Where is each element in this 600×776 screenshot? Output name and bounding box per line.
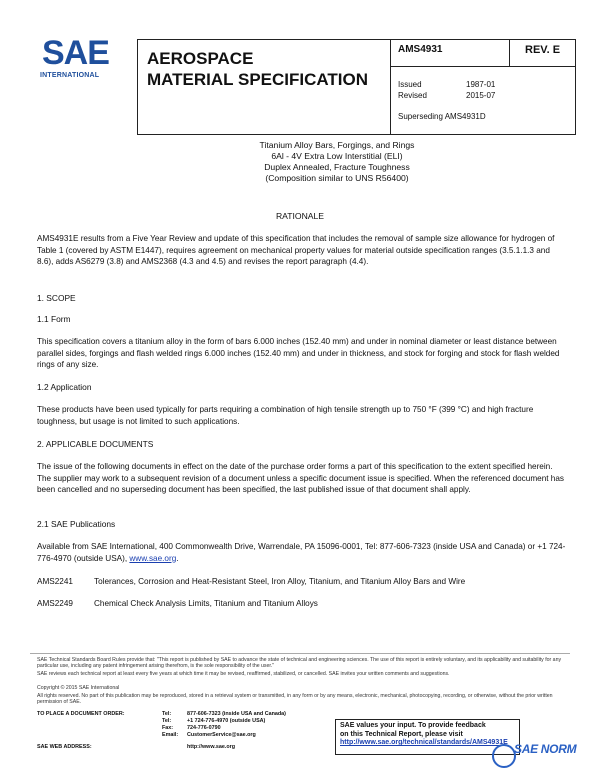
- title-line: 6Al - 4V Extra Low Interstitial (ELI): [271, 151, 403, 161]
- revised-date: 2015-07: [466, 91, 496, 100]
- globe-icon: [492, 744, 516, 768]
- tel-value: 877-606-7323 (inside USA and Canada): [187, 711, 286, 717]
- footer-divider: [30, 653, 570, 654]
- ams-number: AMS4931: [398, 44, 443, 55]
- sae-website-link[interactable]: www.sae.org: [129, 553, 177, 563]
- supersedes-note: Superseding AMS4931D: [398, 112, 486, 121]
- section-scope-heading: 1. SCOPE: [37, 293, 76, 303]
- sae-logo: [38, 36, 118, 86]
- footer-copyright: Copyright © 2015 SAE International: [37, 685, 120, 691]
- rationale-text: AMS4931E results from a Five Year Review and update of this specification that includes the removal of sample size allowance for hydrogen of Table 1 (covered by ASTM E1447), requires agreement on mechanical property values for material outside specification ranges (3.5.1.1.3 and 8.6), adds AS6279 (3.8) and AMS2368 (4.3 and 4.5) and revises the report paragraph (4.4).: [37, 234, 555, 266]
- logo-text: SAE: [42, 34, 109, 72]
- section-application-heading: 1.2 Application: [37, 382, 92, 392]
- section-applicable-docs-heading: 2. APPLICABLE DOCUMENTS: [37, 439, 154, 449]
- reference-code: AMS2249: [37, 599, 73, 608]
- document-title: [137, 140, 537, 184]
- section-form-heading: 1.1 Form: [37, 314, 71, 324]
- publications-end: .: [176, 553, 179, 563]
- doc-type-line: AEROSPACE: [147, 49, 254, 68]
- footer-rules-text: SAE Technical Standards Board Rules provide that: "This report is published by SAE to advance the state of technical and engineering sciences. The use of this report is entirely voluntary, and its applicability and suitability for any particular use, including any patent infringement arising therefrom, is the sole responsibility of the user.": [37, 657, 562, 670]
- fax-value: 724-776-0790: [187, 725, 221, 731]
- title-line: Duplex Annealed, Fracture Toughness: [264, 162, 410, 172]
- reference-code: AMS2241: [37, 577, 73, 586]
- revision: REV. E: [525, 44, 561, 56]
- logo-subtext: INTERNATIONAL: [40, 72, 100, 79]
- watermark-text: SAE NORM: [514, 742, 577, 756]
- publications-address: Available from SAE International, 400 Commonwealth Drive, Warrendale, PA 15096-0001, Tel: 877-606-7323 (inside USA and Canada) or +1 724-776-4970 (outside USA),: [37, 542, 566, 563]
- footer-review-text: SAE reviews each technical report at least every five years at which time it may be revised, reaffirmed, stabilized, or cancelled. SAE invites your written comments and suggestions.: [37, 671, 450, 677]
- feedback-line: SAE values your input. To provide feedback: [340, 722, 486, 729]
- web-label: SAE WEB ADDRESS:: [37, 744, 92, 750]
- title-line: Titanium Alloy Bars, Forgings, and Rings: [259, 140, 415, 150]
- tel-label: Tel:: [162, 718, 172, 724]
- fax-label: Fax:: [162, 725, 174, 731]
- section-sae-publications-heading: 2.1 SAE Publications: [37, 519, 116, 529]
- tel-value: +1 724-776-4970 (outside USA): [187, 718, 266, 724]
- header-divider: [390, 39, 391, 134]
- issued-label: Issued: [398, 80, 422, 89]
- rationale-heading: RATIONALE: [275, 211, 325, 221]
- doc-type-line: MATERIAL SPECIFICATION: [147, 70, 368, 89]
- section-sae-publications-text: [37, 541, 567, 564]
- title-line: (Composition similar to UNS R56400): [265, 173, 409, 183]
- reference-title: Chemical Check Analysis Limits, Titanium and Titanium Alloys: [94, 599, 318, 608]
- footer-rights-text: All rights reserved. No part of this publication may be reproduced, stored in a retrieval system or transmitted, in any form or by any means, electronic, mechanical, photocopying, recording, or otherwise, without the prior written permission of SAE.: [37, 693, 553, 706]
- email-value: CustomerService@sae.org: [187, 732, 256, 738]
- header-divider: [390, 66, 575, 67]
- order-label: TO PLACE A DOCUMENT ORDER:: [37, 711, 125, 717]
- issued-date: 1987-01: [466, 80, 496, 89]
- section-form-text: This specification covers a titanium alloy in the form of bars 6.000 inches (152.40 mm) and under in nominal diameter or least distance between parallel sides, forgings and flash welded rings 6.000 inches (152.40 mm) and under in thickness, and stock for forging and stock for flash welded rings of any size.: [37, 337, 560, 369]
- tel-label: Tel:: [162, 711, 172, 717]
- watermark-stamp: [486, 740, 596, 776]
- header-divider: [509, 39, 510, 66]
- section-applicable-docs-text: The issue of the following documents in effect on the date of the purchase order forms a part of this specification to the extent specified herein. The supplier may work to a subsequent revision of a document unless a specific document issue is specified. When the referenced document has been cancelled and no superseding document has been specified, the last published issue of that document shall apply.: [37, 462, 565, 494]
- document-type: [147, 48, 368, 90]
- reference-title: Tolerances, Corrosion and Heat-Resistant Steel, Iron Alloy, Titanium, and Titanium Alloy Bars and Wire: [94, 577, 466, 586]
- email-label: Email:: [162, 732, 179, 738]
- feedback-link[interactable]: http://www.sae.org/technical/standards/AMS4931E: [340, 739, 508, 747]
- web-value: http://www.sae.org: [187, 744, 236, 750]
- section-application-text: These products have been used typically for parts requiring a combination of high tensile strength up to 750 °F (399 °C) and high fracture toughness, but usage is not limited to such applications.: [37, 405, 534, 426]
- feedback-line: on this Technical Report, please visit: [340, 730, 463, 738]
- revised-label: Revised: [398, 91, 427, 100]
